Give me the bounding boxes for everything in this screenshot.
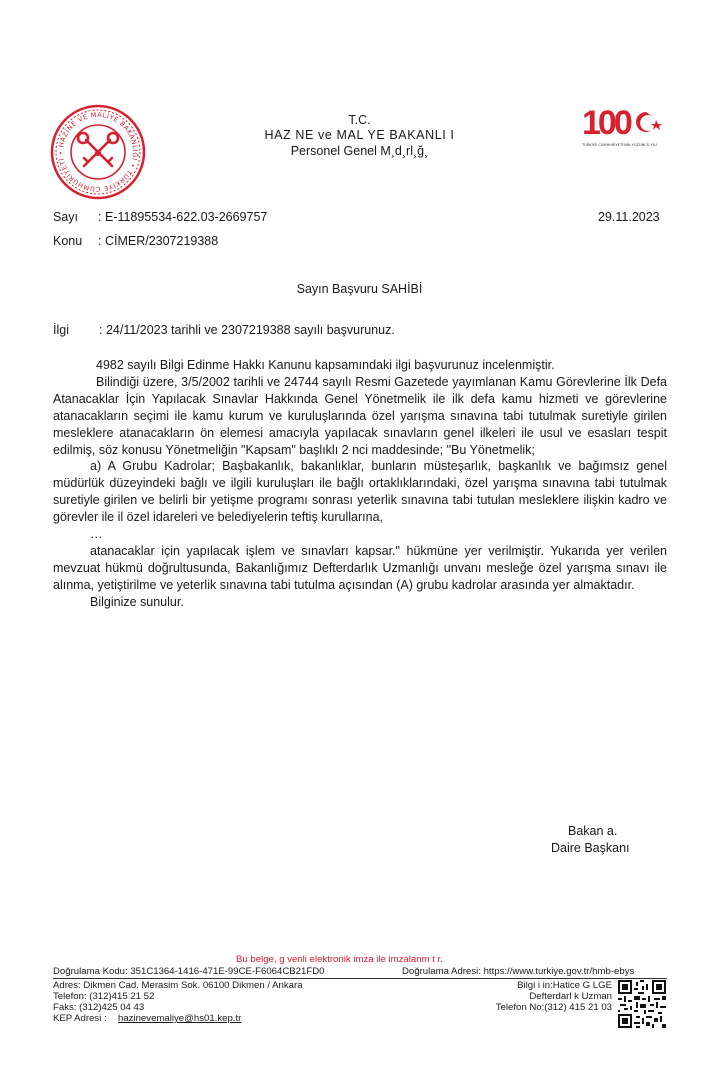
footer-kep-label: KEP Adresi :	[53, 1013, 107, 1024]
paragraph-2: Bilindiği üzere, 3/5/2002 tarihli ve 24744 sayılı Resmi Gazetede yayımlanan Kamu Görevlerine İlk Defa Atanacaklar İçin Yapılacak Sınavlar Hakkında Genel Yönetmelik ile ilk defa kamu hizmeti ve görevlerine atanacakların seçimi ile kamu kurum ve kuruluşlarında özel yarışma sınavına tabi tutulmak suretiyle girilen mesleklere atanacakların ön elemesi amacıyla yapılacak sınavların genel ilkeleri ile usul ve esasları tespit edilmiş, söz konusu Yönetmeliğin "Kapsam" başlıklı 2 nci maddesinde; "Bu Yönetmelik;	[53, 374, 667, 457]
verification-code: Doğrulama Kodu: 351C1364-1416-471E-99CE-F6064CB21FD0	[53, 966, 325, 977]
footer-contact-name: Bilgi i in:Hatice G LGE	[517, 980, 612, 991]
konu-value: : CİMER/2307219388	[98, 234, 219, 248]
letter-body	[53, 357, 667, 611]
paragraph-1: 4982 sayılı Bilgi Edinme Hakkı Kanunu kapsamındaki ilgi başvurunuz incelenmiştir.	[96, 358, 555, 372]
footer-contact-phone: Telefon No:(312) 415 21 03	[495, 1002, 612, 1013]
ilgi-label: İlgi	[53, 323, 69, 337]
konu-label: Konu	[53, 234, 83, 248]
esign-note: Bu belge, g venli elektronik imza ile imzalanm t r.	[236, 954, 443, 965]
footer-divider	[53, 978, 667, 979]
footer-fax: Faks: (312)425 04 43	[53, 1002, 145, 1013]
footer-address: Adres: Dikmen Cad. Merasim Sok. 06100 Dikmen / Ankara	[53, 980, 303, 991]
qr-code-icon[interactable]	[618, 980, 666, 1028]
header-tc: T.C.	[348, 113, 371, 127]
salutation: Sayın Başvuru SAHİBİ	[296, 282, 423, 296]
ellipsis-line: …	[90, 527, 103, 542]
centennial-caption: TÜRKİYE CUMHURİYETİ'NİN YÜZÜNCÜ YILI	[582, 143, 657, 147]
sayi-value: : E-11895534-622.03-2669757	[98, 210, 268, 224]
paragraph-4: atanacaklar için yapılacak işlem ve sınavları kapsar." hükmüne yer verilmiştir. Yukarıda yer verilen mevzuat hükmü doğrultusunda, Bakanlığımız Defterdarlık Uzmanlığı unvanı mesleğe özel yarışma sınavı ile alınma, yetiştirilme ve yeterlik sınavına tabi tutulma açısından (A) grubu kadrolar arasında yer almaktadır.	[53, 543, 667, 592]
svg-text:HAZİNE VE MALİYE BAKANLIĞI • T: HAZİNE VE MALİYE BAKANLIĞI • TÜRKİYE CUMHURİYETİ •	[56, 110, 140, 194]
verification-address[interactable]: Doğrulama Adresi: https://www.turkiye.gov.tr/hmb-ebys	[402, 966, 635, 977]
paragraph-5: Bilginize sunulur.	[90, 594, 184, 609]
ilgi-value: : 24/11/2023 tarihli ve 2307219388 sayılı başvurunuz.	[99, 323, 395, 337]
sayi-label: Sayı	[53, 210, 79, 224]
paragraph-3: a) A Grubu Kadrolar; Başbakanlık, bakanlıklar, bunların müsteşarlık, başkanlık ve bağımsız genel müdürlük düzeyindeki bağlı ve ilgili kuruluşları ile bağlı ortaklıklarındaki, özel yarışma sınavına tabi tutulmak suretiyle girilen ve belirli bir yetişme programı sonrası yeterlik sınavına tabi tutulan mesleklere ilişkin kadro ve görevler ile il özel idareleri ve belediyelerin teftiş kurullarına,	[53, 459, 667, 525]
centennial-number: 100	[582, 104, 630, 142]
footer-kep-link[interactable]: hazinevemaliye@hs01.kep.tr	[118, 1013, 242, 1024]
header-department: Personel Genel M¸d¸rl¸ğ¸	[290, 144, 429, 158]
footer-phone: Telefon: (312)415 21 52	[53, 991, 155, 1002]
header-ministry: HAZ NE ve MAL YE BAKANLI I	[264, 128, 455, 142]
signature-line-1: Bakan a.	[568, 824, 618, 838]
signature-line-2: Daire Başkanı	[551, 841, 630, 855]
document-date: 29.11.2023	[598, 210, 660, 224]
footer-contact-title: Defterdarl k Uzman	[529, 991, 612, 1002]
